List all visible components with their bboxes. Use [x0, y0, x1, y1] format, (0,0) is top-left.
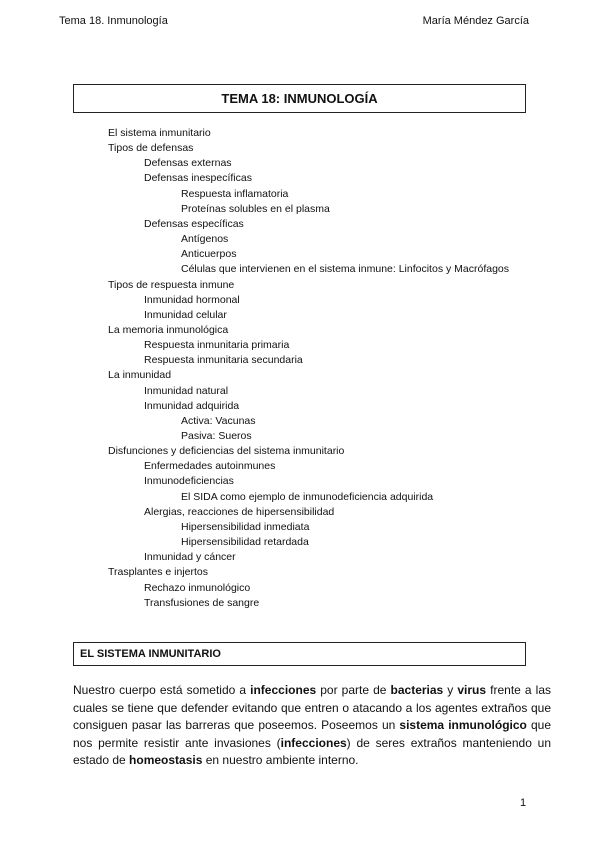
toc-item-label: Tipos de defensas — [108, 142, 194, 155]
toc-item-label: Células que intervienen en el sistema inmune: Linfocitos y Macrófagos — [181, 263, 510, 276]
toc-item-label: La memoria inmunológica — [108, 323, 229, 336]
toc-item-label: Inmunidad adquirida — [144, 399, 240, 412]
bold-term: virus — [457, 683, 487, 697]
toc-item-label: Transfusiones de sangre — [144, 596, 260, 609]
toc-item-label: Enfermedades autoinmunes — [144, 460, 276, 473]
paragraph-text: que nos permite resistir ante invasiones ( — [73, 718, 552, 750]
paragraph-text: y — [443, 683, 458, 697]
bold-term: sistema inmunológico — [399, 718, 527, 732]
toc-item-label: Inmunodeficiencias — [144, 475, 234, 488]
toc-item-label: El SIDA como ejemplo de inmunodeficiencia adquirida — [181, 490, 434, 503]
page-title: TEMA 18: INMUNOLOGÍA — [221, 91, 378, 106]
toc-item-label: Alergias, reacciones de hipersensibilidad — [144, 505, 335, 518]
toc-item-label: Inmunidad celular — [144, 308, 227, 321]
toc-item-label: Proteínas solubles en el plasma — [181, 202, 330, 215]
bold-term: homeostasis — [129, 753, 203, 767]
paragraph-text: Nuestro cuerpo está sometido a — [73, 683, 251, 697]
toc-item-label: Inmunidad y cáncer — [144, 551, 236, 564]
toc-item-label: Trasplantes e injertos — [108, 566, 208, 579]
body-paragraph — [73, 682, 551, 770]
toc-item-label: Anticuerpos — [181, 248, 237, 261]
page-number: 1 — [520, 797, 527, 809]
toc-item-label: El sistema inmunitario — [108, 127, 211, 139]
header-doc-title: Tema 18. Inmunología — [59, 15, 168, 27]
toc-item-label: Respuesta inflamatoria — [181, 187, 289, 200]
section-heading: EL SISTEMA INMUNITARIO — [80, 648, 221, 660]
toc-item-label: Hipersensibilidad inmediata — [181, 520, 310, 533]
bold-term: infecciones — [280, 735, 347, 750]
toc-item-label: Pasiva: Sueros — [181, 430, 252, 442]
toc-item-label: Hipersensibilidad retardada — [181, 536, 309, 549]
paragraph-text: ) de seres extraños manteniendo un estado de — [73, 735, 552, 767]
paragraph-text: en nuestro ambiente interno. — [202, 753, 359, 767]
section-heading-box — [73, 642, 526, 666]
toc-item-label: Defensas inespecíficas — [144, 172, 252, 185]
toc-item-label: La inmunidad — [108, 369, 172, 382]
toc-item-label: Inmunidad hormonal — [144, 293, 240, 306]
toc-item-label: Inmunidad natural — [144, 384, 229, 397]
toc-item-label: Antígenos — [181, 233, 229, 246]
paragraph-text: frente a las cuales se tiene que defender evitando que entren o atacando a los agentes extraños que consiguen pasar las barreras que poseemos. Poseemos un — [73, 683, 551, 732]
page-title-box — [73, 84, 526, 113]
toc-item-label: Rechazo inmunológico — [144, 581, 251, 594]
toc-item-label: Activa: Vacunas — [181, 414, 256, 427]
paragraph-text: por parte de — [316, 683, 391, 697]
toc-item-label: Respuesta inmunitaria primaria — [144, 339, 290, 352]
bold-term: infecciones — [250, 683, 317, 697]
toc-item-label: Defensas específicas — [144, 217, 244, 230]
toc-item-label: Respuesta inmunitaria secundaria — [144, 354, 303, 367]
header-author: María Méndez García — [422, 15, 529, 27]
toc-item-label: Defensas externas — [144, 157, 232, 170]
toc-item-label: Tipos de respuesta inmune — [108, 278, 235, 291]
bold-term: bacterias — [390, 683, 444, 697]
toc-item-label: Disfunciones y deficiencias del sistema inmunitario — [108, 445, 345, 458]
